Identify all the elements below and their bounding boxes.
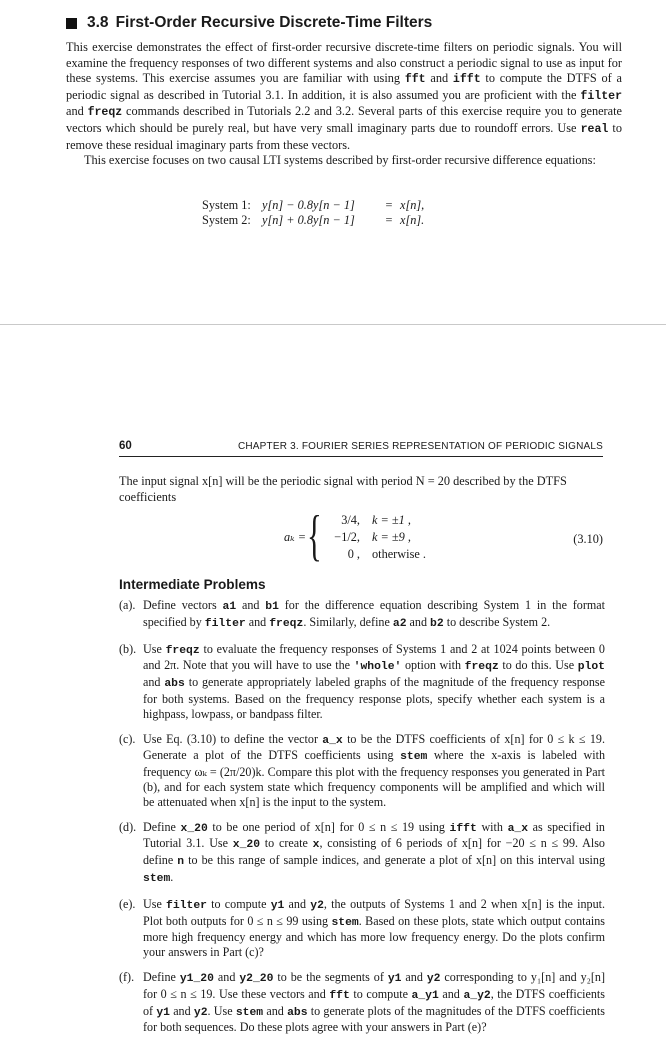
page-number: 60 <box>119 440 132 452</box>
code-token: x_20 <box>180 822 208 835</box>
equation-cases <box>322 512 426 563</box>
page-divider <box>0 324 666 325</box>
problem-item-e <box>119 897 605 960</box>
intro-paragraph-2: This exercise focuses on two causal LTI systems described by first-order recursive difference equations: <box>84 153 596 168</box>
problem-label: (d). <box>119 819 137 834</box>
code-token: real <box>580 122 609 136</box>
code-token: n <box>177 856 185 869</box>
code-token: stem <box>235 1006 264 1019</box>
code-token: abs <box>164 678 185 691</box>
problem-label: (e). <box>119 896 136 911</box>
code-token: a_y1 <box>411 989 439 1002</box>
code-token: freqz <box>269 617 304 630</box>
code-token: a2 <box>392 617 407 630</box>
code-token: stem <box>143 872 171 885</box>
equation-rhs: x[n]. <box>400 213 425 227</box>
problem-item-d <box>119 820 605 887</box>
code-token: freqz <box>165 644 200 657</box>
code-token: y1 <box>387 972 402 985</box>
equation-lhs: y[n] + 0.8y[n − 1] <box>262 213 355 227</box>
case-value: 0 , <box>347 547 360 561</box>
intro-text <box>66 40 622 169</box>
code-token: fft <box>404 73 426 87</box>
case-condition: otherwise . <box>372 547 426 561</box>
left-brace-icon: { <box>307 505 322 567</box>
code-token: y1 <box>156 1006 170 1019</box>
code-token: a_x <box>322 734 343 747</box>
case-value: −1/2, <box>334 530 360 544</box>
section-heading <box>66 14 432 32</box>
equation-number: (3.10) <box>573 532 603 546</box>
code-token: filter <box>166 899 207 912</box>
problem-text: Define x_20 to be one period of x[n] for 0 ≤ n ≤ 19 using ifft with a_x as specified in Tutorial 3.1. Use x_20 to create x, consisting of 6 periods of x[n] for −20 ≤ n ≤ 99. Also define n to be this range of sample indices, and generate a plot of x[n] on this interval using stem. <box>143 819 605 885</box>
code-token: a1 <box>222 601 237 613</box>
problem-list <box>119 598 605 1045</box>
problem-label: (b). <box>119 641 137 656</box>
intermediate-problems-heading: Intermediate Problems <box>119 577 266 592</box>
system-label: System 1: <box>202 198 251 212</box>
running-head <box>119 440 603 454</box>
code-token: fft <box>329 989 350 1002</box>
equation-lhs: aₖ = <box>284 530 307 544</box>
section-square-bullet-icon <box>66 18 77 29</box>
problem-item-f <box>119 970 605 1035</box>
lead-text: The input signal x[n] will be the periodic signal with period N = 20 described by the DTFS coefficients <box>119 474 567 504</box>
system-1-equation <box>202 198 424 213</box>
code-token: x <box>312 839 320 852</box>
equation-case <box>322 512 426 529</box>
case-condition: k = ±9 , <box>372 530 411 544</box>
code-token: y1_20 <box>179 972 214 985</box>
code-token: y2_20 <box>239 972 274 985</box>
equals-sign: = <box>385 213 393 227</box>
problem-item-c <box>119 732 605 810</box>
equation-lhs: y[n] − 0.8y[n − 1] <box>262 198 355 212</box>
chapter-title: CHAPTER 3. FOURIER SERIES REPRESENTATION OF PERIODIC SIGNALS <box>237 441 603 452</box>
problem-text: Define vectors a1 and b1 for the difference equation describing System 1 in the format specified by filter and freqz. Similarly, define a2 and b2 to describe System 2. <box>143 598 606 630</box>
code-token: filter <box>204 617 246 630</box>
system-label: System 2: <box>202 213 251 227</box>
code-token: abs <box>287 1006 308 1019</box>
code-token: b2 <box>430 617 444 630</box>
system-2-equation <box>202 213 424 228</box>
code-token: y2 <box>310 899 324 912</box>
problem-text: Use freqz to evaluate the frequency responses of Systems 1 and 2 at 1024 points between 0 and 2π. Note that you will have to use the 'whole' option with freqz to do this. Use plot and abs to generate appropriately labeled graphs of the magnitude of the frequency response for both systems. Based on the frequency response plots, specify whether each system is a highpass, lowpass, or bandpass filter. <box>143 641 605 721</box>
problem-item-a <box>119 598 605 632</box>
equation-case <box>322 546 426 563</box>
top-page-fragment <box>0 0 666 320</box>
code-token: ifft <box>452 73 481 87</box>
problem-text: Define y1_20 and y2_20 to be the segments of y1 and y2 corresponding to y₁[n] and y₂[n] for 0 ≤ n ≤ 19. Use these vectors and fft to compute a_y1 and a_y2, the DTFS coefficients of y1 and y2. Use stem and abs to generate plots of the magnitudes of the DTFS coefficients for both sequences. Do these plots agree with your answers in Part (e)? <box>143 969 606 1035</box>
section-number: 3.8 <box>87 14 109 31</box>
section-title: First-Order Recursive Discrete-Time Filters <box>115 14 433 31</box>
equation-case <box>322 529 426 546</box>
code-token: filter <box>580 89 622 103</box>
code-token: stem <box>331 916 359 929</box>
code-token: 'whole' <box>353 661 402 674</box>
dtfs-coefficient-equation <box>119 505 603 568</box>
problem-label: (f). <box>119 969 135 984</box>
code-token: a_x <box>507 822 529 835</box>
code-token: a_y2 <box>463 989 491 1002</box>
case-condition: k = ±1 , <box>372 513 411 527</box>
code-token: freqz <box>464 661 499 674</box>
equation-rhs: x[n], <box>400 198 425 212</box>
code-token: stem <box>400 751 428 764</box>
code-token: y1 <box>270 899 285 912</box>
problem-item-b <box>119 642 605 722</box>
case-value: 3/4, <box>341 513 360 527</box>
problem-text: Use Eq. (3.10) to define the vector a_x to be the DTFS coefficients of x[n] for 0 ≤ k ≤ 19. Generate a plot of the DTFS coefficients using stem where the x-axis is labeled with frequency ωₖ = (2π/20)k. Compare this plot with the frequency responses you generated in Part (b), and for each system state which frequency components will be amplified and which will be attenuated when x[n] is the input to the system. <box>143 731 606 809</box>
problem-label: (a). <box>119 598 136 612</box>
code-token: ifft <box>449 822 477 835</box>
code-token: b1 <box>265 601 279 613</box>
intro-paragraph-1: This exercise demonstrates the effect of first-order recursive discrete-time filters on periodic signals. You will examine the frequency responses of two different systems and also construct a periodic signal to use as input for these systems. This exercise assumes you are familiar with using fft and ifft to compute the DTFS of a periodic signal as described in Tutorial 3.1. In addition, it is also assumed you are proficient with the filter and freqz commands described in Tutorials 2.2 and 3.2. Several parts of this exercise require you to generate vectors which should be purely real, but have very small imaginary parts due to roundoff errors. Use real to remove these residual imaginary parts from these vectors. <box>66 40 623 152</box>
running-head-rule <box>119 456 603 457</box>
code-token: y2 <box>193 1006 208 1019</box>
code-token: plot <box>577 661 605 674</box>
problem-text: Use filter to compute y1 and y2, the outputs of Systems 1 and 2 when x[n] is the input. Plot both outputs for 0 ≤ n ≤ 99 using stem. Based on these plots, state which output contains more high frequency energy and which has more low frequency energy. Do the plots confirm your answers in Part (c)? <box>143 896 606 960</box>
problem-label: (c). <box>119 731 136 746</box>
equals-sign: = <box>385 198 393 212</box>
code-token: freqz <box>87 106 123 120</box>
system-equations <box>202 198 424 228</box>
code-token: x_20 <box>232 839 261 852</box>
code-token: y2 <box>426 972 441 985</box>
lead-paragraph <box>119 474 603 505</box>
